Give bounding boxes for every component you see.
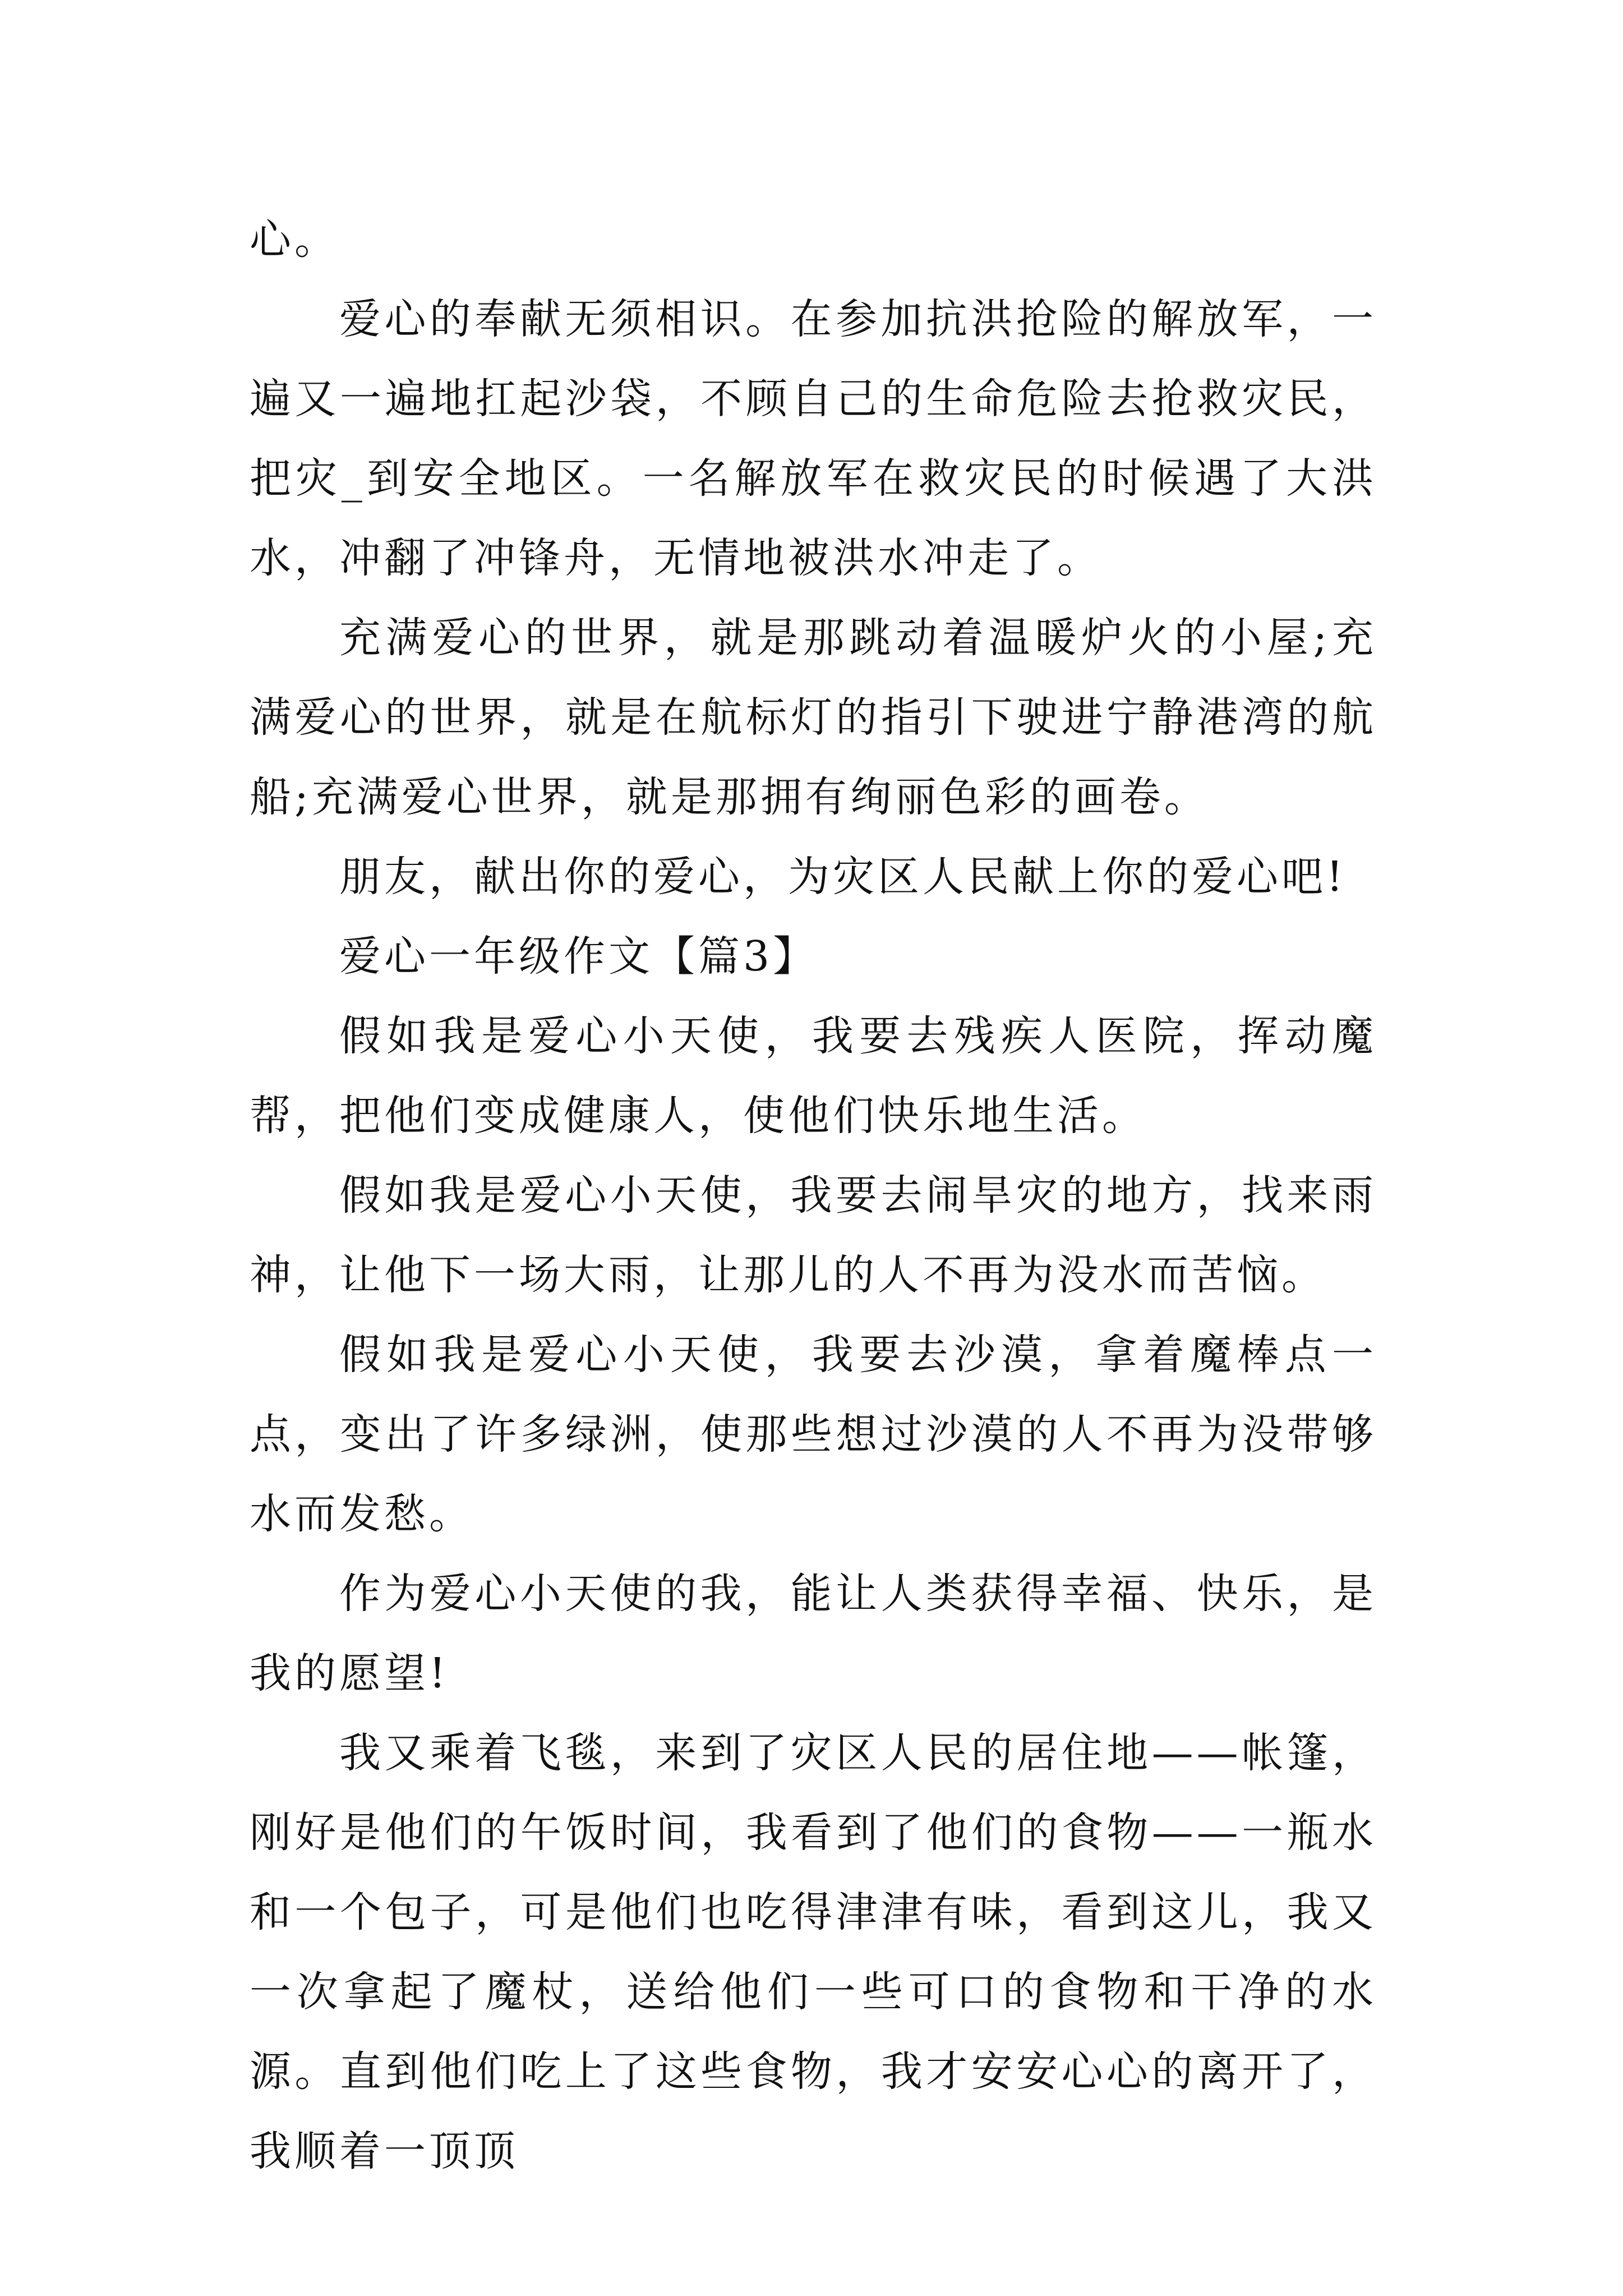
section-heading: 爱心一年级作文【篇3】: [339, 932, 818, 981]
paragraph: 充满爱心的世界，就是那跳动着温暖炉火的小屋;充满爱心的世界，就是在航标灯的指引下驶进宁静港湾的航船;充满爱心世界，就是那拥有绚丽色彩的画卷。: [250, 614, 1377, 821]
paragraph: 假如我是爱心小天使，我要去闹旱灾的地方，找来雨神，让他下一场大雨，让那儿的人不再为没水而苦恼。: [250, 1171, 1377, 1299]
body-text: [250, 200, 1377, 2191]
paragraph: 假如我是爱心小天使，我要去残疾人医院，挥动魔帮，把他们变成健康人，使他们快乐地生活。: [250, 1012, 1377, 1140]
paragraph: 假如我是爱心小天使，我要去沙漠，拿着魔棒点一点，变出了许多绿洲，使那些想过沙漠的人不再为没带够水而发愁。: [250, 1331, 1377, 1538]
paragraph: 作为爱心小天使的我，能让人类获得幸福、快乐，是我的愿望!: [250, 1570, 1377, 1697]
paragraph: 心。: [250, 215, 339, 264]
paragraph: 我又乘着飞毯，来到了灾区人民的居住地——帐篷，刚好是他们的午饭时间，我看到了他们的食物——一瓶水和一个包子，可是他们也吃得津津有味，看到这儿，我又一次拿起了魔杖，送给他们一些可口的食物和干净的水源。直到他们吃上了这些食物，我才安安心心的离开了，我顺着一顶顶: [250, 1729, 1377, 2175]
paragraph: 爱心的奉献无须相识。在参加抗洪抢险的解放军，一遍又一遍地扛起沙袋，不顾自己的生命危险去抢救灾民，把灾_到安全地区。一名解放军在救灾民的时候遇了大洪水，冲翻了冲锋舟，无情地被洪水冲走了。: [250, 295, 1377, 582]
paragraph: 朋友，献出你的爱心，为灾区人民献上你的爱心吧!: [339, 853, 1347, 901]
